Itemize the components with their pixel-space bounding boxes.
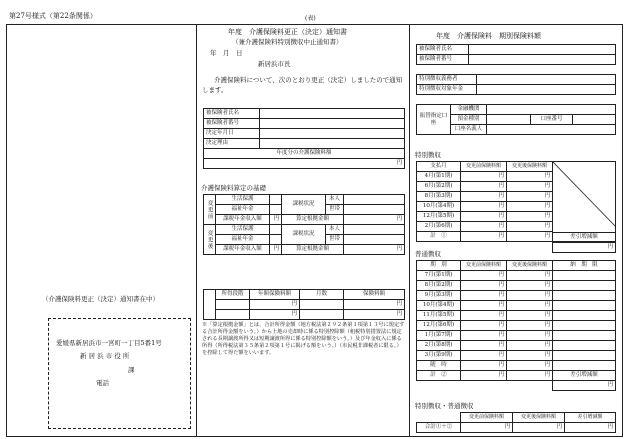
person-label: 本人 <box>326 225 344 235</box>
basis-title: 介護保険料算定の基礎 <box>201 184 266 192</box>
normal-header: 期 別 <box>417 261 461 271</box>
tax-status-label: 課税状況 <box>282 225 326 245</box>
income-header: 月数 <box>300 290 344 300</box>
account-table <box>416 104 616 135</box>
diagonal-line <box>553 162 616 236</box>
annual-premium-label: 年度分の介護保険料額 <box>204 149 405 159</box>
notice-title: 年度 介護保険料更正（決定）通知書 <box>228 28 347 36</box>
household-label: 世帯 <box>326 205 344 215</box>
info-label: 被保険者氏名 <box>204 109 260 119</box>
normal-period: 10月(第4期) <box>417 301 461 311</box>
deduction-note: ※「算定根拠金額」とは、合計所得金額（地方税法第２９２条第１項第１３号に規定する合計所得金額をいう。）から土地の売却時に係る特別控除額（租税特別措置法に規定される長期譲渡所得又は短期譲渡所得に係る特別控除額をいう。）及び年金収入に係る所得（所得税法第３５条第２項第１号に掲げる額をいう。）（市民税非課税者に限る。）を控除して得た額をいいます。 <box>202 322 405 357</box>
basis-table: 変更前 生活保護 課税状況 本人 福祉年金 世帯 課税年金収入額 円 算定根拠金額 円 変更後 生活保護 課税状況 本人 福祉年金 世帯 課税年金収入額 円 算定根拠金額 円 <box>203 194 405 255</box>
person-label: 本人 <box>326 195 344 205</box>
special-month: 10月(第4期) <box>417 202 461 212</box>
diagonal-cell <box>553 162 616 242</box>
before-label: 変更前 <box>204 195 216 225</box>
special-diff-table: 差引増減額 円 <box>552 232 616 253</box>
basis-row: 生活保護 <box>216 195 270 205</box>
basis-row: 福祉年金 <box>216 235 270 245</box>
special-total: 計 ① <box>417 232 461 242</box>
combined-header: 変更後保険料額 <box>513 413 565 423</box>
collector-label: 特別徴収義務者 <box>417 75 477 85</box>
tax-status-label: 課税状況 <box>282 195 326 215</box>
info-value[interactable] <box>260 109 405 119</box>
special-header: 変更後保険料額 <box>507 162 553 172</box>
special-month: 8月(第3期) <box>417 192 461 202</box>
intro-text: 介護保険料について、次のとおり更正（決定）しましたので通知します。 <box>202 76 403 94</box>
normal-title: 普通徴収 <box>415 250 441 258</box>
address-box <box>48 318 191 429</box>
bank-label: 預金種別 <box>451 115 487 125</box>
account-no-label: 口座番号 <box>531 115 573 125</box>
normal-header: 変更後保険料額 <box>507 261 553 271</box>
period-title: 年度 介護保険料 期別保険料額 <box>436 32 541 40</box>
special-table: 支払月 変更前保険料額 変更後保険料額 4月(第1期) 円 円 6月(第2期) 円 円 8月(第3期) 円 円 10月(第4期) 円 円 12月(第5期) 円 円 2月(第6期) 円 円 計 ① 円 円 <box>416 161 616 242</box>
normal-header: 納 期 限 <box>553 261 616 271</box>
person-table <box>416 44 616 65</box>
income-header: 所得段階 <box>216 290 250 300</box>
combined-total: 合計①＋② <box>417 423 461 433</box>
special-title: 特別徴収 <box>415 151 441 159</box>
income-header: 年額保険料額 <box>250 290 300 300</box>
special-month: 4月(第1期) <box>417 172 461 182</box>
normal-total: 計 ② <box>417 371 461 381</box>
info-value[interactable] <box>260 119 405 129</box>
person-label: 被保険者番号 <box>417 55 469 65</box>
side-label: (表) <box>305 15 316 22</box>
notice-date: 年 月 日 <box>210 49 243 57</box>
deduction-label: 算定根拠金額 <box>282 245 344 255</box>
basis-row: 課税年金収入額 <box>216 215 270 225</box>
special-month: 12月(第5期) <box>417 212 461 222</box>
normal-period: 9月(第3期) <box>417 291 461 301</box>
info-label: 決定年月日 <box>204 129 260 139</box>
basis-row: 課税年金収入額 <box>216 245 270 255</box>
collector-table <box>416 74 616 95</box>
divider-left <box>196 24 197 437</box>
normal-period: 12月(第6期) <box>417 321 461 331</box>
info-label: 被保険者番号 <box>204 119 260 129</box>
section-label: 課 <box>128 366 135 374</box>
special-month: 2月(第6期) <box>417 222 461 232</box>
basis-row: 生活保護 <box>216 225 270 235</box>
income-header: 保険料額 <box>344 290 405 300</box>
city-office: 新 居 浜 市 役 所 <box>80 352 130 360</box>
annual-premium-yen: 円 <box>204 159 405 169</box>
city-address: 愛媛県新居浜市一宮町一丁目5番1号 <box>56 339 162 347</box>
info-value[interactable] <box>260 139 405 149</box>
insured-info-table <box>203 108 405 169</box>
combined-title: 特別徴収・普通徴収 <box>415 402 474 410</box>
bank-label: 口座名義人 <box>451 125 487 135</box>
phone-label: 電話 <box>96 379 109 387</box>
combined-header: 変更前保険料額 <box>461 413 513 423</box>
normal-table: 期 別 変更前保険料額 変更後保険料額 納 期 限 7月(第1期) 円 円 8月(第2期) 円 円 9月(第3期) 円 円 10月(第4期) 円 円 11月(第5期) 円 円 12月(第6期) 円 円 1月(第7期) 円 円 2月(第8期) 円 円 3月(第9期) 円 円 随 時 円 円 計 ② 円 円 差引増減額 円 <box>416 260 616 391</box>
special-header: 支払月 <box>417 162 461 172</box>
transfer-label: 振替指定口座 <box>417 105 451 135</box>
normal-period: 3月(第9期) <box>417 351 461 361</box>
normal-period: 7月(第1期) <box>417 271 461 281</box>
combined-table: 変更前保険料額 変更後保険料額 差引増減額 合計①＋② 円 円 円 <box>416 412 616 433</box>
person-label: 被保険者氏名 <box>417 45 469 55</box>
normal-diff-label: 差引増減額 <box>553 371 616 381</box>
collector-label: 特別徴収対象年金 <box>417 85 477 95</box>
income-table: 所得段階 年額保険料額 月数 保険料額 円 円 円 円 <box>203 289 405 320</box>
info-label: 決定理由 <box>204 139 260 149</box>
deduction-label: 算定根拠金額 <box>282 215 344 225</box>
info-value[interactable] <box>260 129 405 139</box>
special-diff-label: 差引増減額 <box>553 233 616 243</box>
bank-label: 金融機関 <box>451 105 487 115</box>
after-label: 変更後 <box>204 225 216 255</box>
household-label: 世帯 <box>326 235 344 245</box>
special-month: 6月(第2期) <box>417 182 461 192</box>
divider-right <box>409 24 410 437</box>
normal-period: 随 時 <box>417 361 461 371</box>
mayor-name: 新居浜市長 <box>258 60 291 68</box>
form-number: 第27号様式（第22条関係） <box>9 12 97 20</box>
normal-header: 変更前保険料額 <box>461 261 507 271</box>
normal-period: 1月(第7期) <box>417 331 461 341</box>
normal-period: 2月(第8期) <box>417 341 461 351</box>
normal-period: 8月(第2期) <box>417 281 461 291</box>
notice-subtitle: （兼介護保険料特別徴収中止通知書） <box>232 38 343 46</box>
envelope-title: （介護保険料更正（決定）通知書在中） <box>42 295 159 303</box>
combined-header: 差引増減額 <box>565 413 616 423</box>
special-header: 変更前保険料額 <box>461 162 507 172</box>
basis-row: 福祉年金 <box>216 205 270 215</box>
normal-period: 11月(第5期) <box>417 311 461 321</box>
